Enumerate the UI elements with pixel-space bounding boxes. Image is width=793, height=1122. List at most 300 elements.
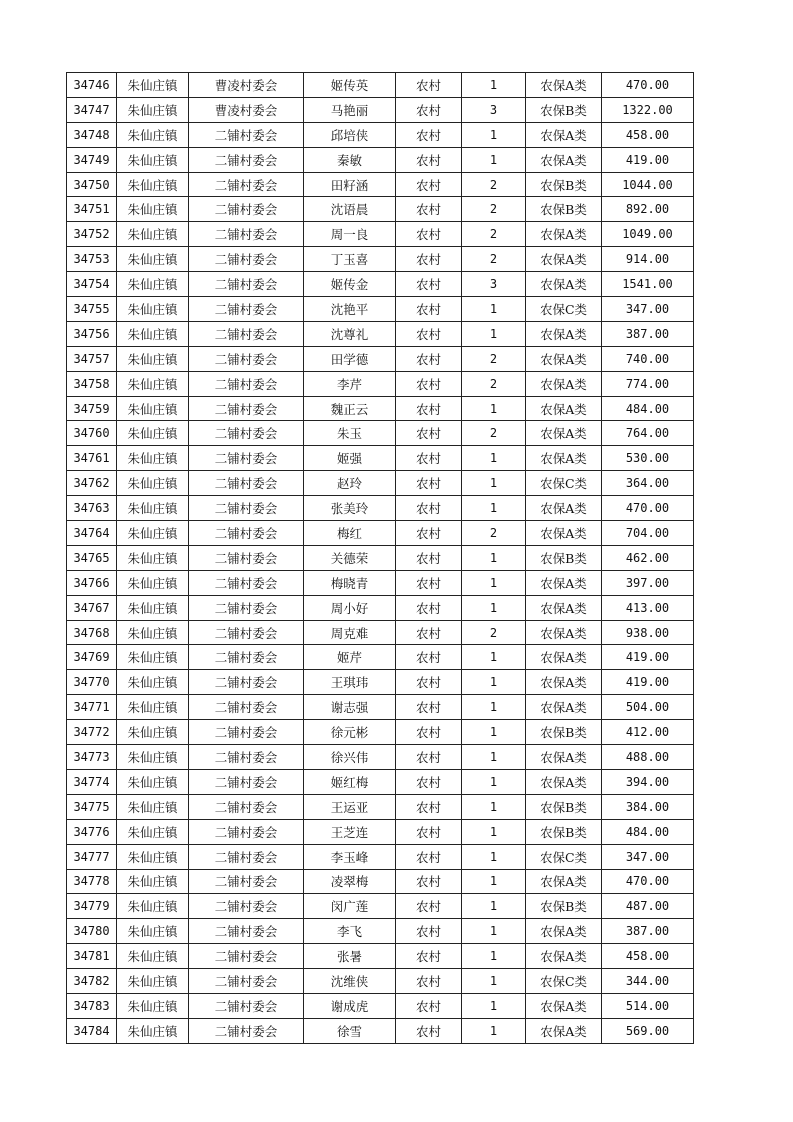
name-cell: 徐元彬 [304, 720, 396, 745]
count-cell: 1 [462, 720, 526, 745]
type-cell: 农村 [396, 321, 462, 346]
type-cell: 农村 [396, 720, 462, 745]
village-cell: 二铺村委会 [189, 247, 304, 272]
id-cell: 34755 [67, 297, 117, 322]
name-cell: 丁玉喜 [304, 247, 396, 272]
village-cell: 二铺村委会 [189, 346, 304, 371]
amount-cell: 1044.00 [602, 172, 694, 197]
id-cell: 34760 [67, 421, 117, 446]
category-cell: 农保C类 [526, 471, 602, 496]
id-cell: 34750 [67, 172, 117, 197]
table-row [67, 919, 694, 944]
id-cell: 34782 [67, 969, 117, 994]
count-cell: 2 [462, 620, 526, 645]
amount-cell: 774.00 [602, 371, 694, 396]
count-cell: 1 [462, 769, 526, 794]
town-cell: 朱仙庄镇 [117, 97, 189, 122]
town-cell: 朱仙庄镇 [117, 421, 189, 446]
type-cell: 农村 [396, 869, 462, 894]
id-cell: 34758 [67, 371, 117, 396]
type-cell: 农村 [396, 421, 462, 446]
type-cell: 农村 [396, 272, 462, 297]
table-row [67, 471, 694, 496]
count-cell: 1 [462, 595, 526, 620]
count-cell: 1 [462, 869, 526, 894]
name-cell: 梅晓青 [304, 570, 396, 595]
village-cell: 二铺村委会 [189, 272, 304, 297]
category-cell: 农保B类 [526, 819, 602, 844]
amount-cell: 387.00 [602, 919, 694, 944]
table-row [67, 894, 694, 919]
name-cell: 徐兴伟 [304, 745, 396, 770]
count-cell: 1 [462, 919, 526, 944]
count-cell: 1 [462, 1018, 526, 1043]
type-cell: 农村 [396, 496, 462, 521]
id-cell: 34781 [67, 944, 117, 969]
name-cell: 姬红梅 [304, 769, 396, 794]
town-cell: 朱仙庄镇 [117, 521, 189, 546]
town-cell: 朱仙庄镇 [117, 645, 189, 670]
town-cell: 朱仙庄镇 [117, 969, 189, 994]
category-cell: 农保C类 [526, 969, 602, 994]
id-cell: 34764 [67, 521, 117, 546]
village-cell: 二铺村委会 [189, 321, 304, 346]
data-table [66, 72, 694, 1044]
town-cell: 朱仙庄镇 [117, 894, 189, 919]
table-row [67, 272, 694, 297]
village-cell: 二铺村委会 [189, 496, 304, 521]
village-cell: 二铺村委会 [189, 147, 304, 172]
category-cell: 农保A类 [526, 570, 602, 595]
count-cell: 2 [462, 247, 526, 272]
id-cell: 34775 [67, 794, 117, 819]
count-cell: 1 [462, 969, 526, 994]
amount-cell: 740.00 [602, 346, 694, 371]
table-row [67, 197, 694, 222]
amount-cell: 938.00 [602, 620, 694, 645]
amount-cell: 892.00 [602, 197, 694, 222]
town-cell: 朱仙庄镇 [117, 172, 189, 197]
amount-cell: 484.00 [602, 396, 694, 421]
id-cell: 34757 [67, 346, 117, 371]
count-cell: 2 [462, 346, 526, 371]
id-cell: 34770 [67, 670, 117, 695]
amount-cell: 413.00 [602, 595, 694, 620]
amount-cell: 458.00 [602, 122, 694, 147]
id-cell: 34746 [67, 73, 117, 98]
type-cell: 农村 [396, 794, 462, 819]
table-row [67, 620, 694, 645]
table-row [67, 147, 694, 172]
name-cell: 张美玲 [304, 496, 396, 521]
category-cell: 农保A类 [526, 521, 602, 546]
id-cell: 34780 [67, 919, 117, 944]
name-cell: 王运亚 [304, 794, 396, 819]
town-cell: 朱仙庄镇 [117, 197, 189, 222]
id-cell: 34779 [67, 894, 117, 919]
id-cell: 34773 [67, 745, 117, 770]
town-cell: 朱仙庄镇 [117, 670, 189, 695]
name-cell: 谢志强 [304, 695, 396, 720]
id-cell: 34751 [67, 197, 117, 222]
count-cell: 2 [462, 371, 526, 396]
village-cell: 二铺村委会 [189, 545, 304, 570]
id-cell: 34769 [67, 645, 117, 670]
count-cell: 1 [462, 819, 526, 844]
village-cell: 二铺村委会 [189, 919, 304, 944]
type-cell: 农村 [396, 969, 462, 994]
table-row [67, 346, 694, 371]
village-cell: 二铺村委会 [189, 645, 304, 670]
village-cell: 二铺村委会 [189, 745, 304, 770]
id-cell: 34777 [67, 844, 117, 869]
village-cell: 二铺村委会 [189, 396, 304, 421]
type-cell: 农村 [396, 944, 462, 969]
type-cell: 农村 [396, 396, 462, 421]
table-row [67, 521, 694, 546]
village-cell: 曹凌村委会 [189, 73, 304, 98]
table-row [67, 1018, 694, 1043]
name-cell: 王芝连 [304, 819, 396, 844]
category-cell: 农保A类 [526, 869, 602, 894]
table-row [67, 122, 694, 147]
type-cell: 农村 [396, 197, 462, 222]
town-cell: 朱仙庄镇 [117, 147, 189, 172]
category-cell: 农保A类 [526, 421, 602, 446]
type-cell: 农村 [396, 819, 462, 844]
table-row [67, 73, 694, 98]
table-body [67, 73, 694, 1044]
table-row [67, 819, 694, 844]
table-row [67, 670, 694, 695]
name-cell: 徐雪 [304, 1018, 396, 1043]
town-cell: 朱仙庄镇 [117, 346, 189, 371]
name-cell: 马艳丽 [304, 97, 396, 122]
village-cell: 二铺村委会 [189, 371, 304, 396]
count-cell: 1 [462, 545, 526, 570]
name-cell: 李芹 [304, 371, 396, 396]
amount-cell: 384.00 [602, 794, 694, 819]
table-row [67, 794, 694, 819]
count-cell: 2 [462, 197, 526, 222]
village-cell: 二铺村委会 [189, 620, 304, 645]
amount-cell: 344.00 [602, 969, 694, 994]
amount-cell: 488.00 [602, 745, 694, 770]
amount-cell: 347.00 [602, 297, 694, 322]
category-cell: 农保A类 [526, 1018, 602, 1043]
village-cell: 曹凌村委会 [189, 97, 304, 122]
count-cell: 1 [462, 496, 526, 521]
count-cell: 1 [462, 944, 526, 969]
table-row [67, 172, 694, 197]
village-cell: 二铺村委会 [189, 969, 304, 994]
count-cell: 1 [462, 471, 526, 496]
town-cell: 朱仙庄镇 [117, 695, 189, 720]
amount-cell: 462.00 [602, 545, 694, 570]
village-cell: 二铺村委会 [189, 297, 304, 322]
category-cell: 农保A类 [526, 371, 602, 396]
name-cell: 田籽涵 [304, 172, 396, 197]
village-cell: 二铺村委会 [189, 794, 304, 819]
category-cell: 农保A类 [526, 595, 602, 620]
category-cell: 农保A类 [526, 73, 602, 98]
type-cell: 农村 [396, 97, 462, 122]
town-cell: 朱仙庄镇 [117, 720, 189, 745]
name-cell: 姬芹 [304, 645, 396, 670]
table-row [67, 421, 694, 446]
type-cell: 农村 [396, 620, 462, 645]
table-row [67, 496, 694, 521]
town-cell: 朱仙庄镇 [117, 595, 189, 620]
id-cell: 34754 [67, 272, 117, 297]
type-cell: 农村 [396, 297, 462, 322]
amount-cell: 569.00 [602, 1018, 694, 1043]
name-cell: 姬传英 [304, 73, 396, 98]
count-cell: 1 [462, 645, 526, 670]
town-cell: 朱仙庄镇 [117, 545, 189, 570]
village-cell: 二铺村委会 [189, 172, 304, 197]
category-cell: 农保A类 [526, 745, 602, 770]
name-cell: 赵玲 [304, 471, 396, 496]
table-row [67, 944, 694, 969]
table-row [67, 695, 694, 720]
category-cell: 农保B类 [526, 97, 602, 122]
name-cell: 关德荣 [304, 545, 396, 570]
count-cell: 1 [462, 446, 526, 471]
id-cell: 34774 [67, 769, 117, 794]
name-cell: 闵广莲 [304, 894, 396, 919]
town-cell: 朱仙庄镇 [117, 993, 189, 1018]
table-row [67, 396, 694, 421]
village-cell: 二铺村委会 [189, 521, 304, 546]
village-cell: 二铺村委会 [189, 1018, 304, 1043]
category-cell: 农保B类 [526, 172, 602, 197]
name-cell: 周小好 [304, 595, 396, 620]
name-cell: 梅红 [304, 521, 396, 546]
count-cell: 1 [462, 894, 526, 919]
type-cell: 农村 [396, 595, 462, 620]
type-cell: 农村 [396, 570, 462, 595]
category-cell: 农保A类 [526, 321, 602, 346]
type-cell: 农村 [396, 545, 462, 570]
amount-cell: 419.00 [602, 147, 694, 172]
category-cell: 农保A类 [526, 919, 602, 944]
id-cell: 34749 [67, 147, 117, 172]
town-cell: 朱仙庄镇 [117, 122, 189, 147]
name-cell: 姬传金 [304, 272, 396, 297]
village-cell: 二铺村委会 [189, 695, 304, 720]
count-cell: 2 [462, 421, 526, 446]
category-cell: 农保A类 [526, 346, 602, 371]
count-cell: 1 [462, 695, 526, 720]
id-cell: 34783 [67, 993, 117, 1018]
amount-cell: 1541.00 [602, 272, 694, 297]
type-cell: 农村 [396, 172, 462, 197]
name-cell: 秦敏 [304, 147, 396, 172]
type-cell: 农村 [396, 1018, 462, 1043]
id-cell: 34765 [67, 545, 117, 570]
town-cell: 朱仙庄镇 [117, 371, 189, 396]
category-cell: 农保B类 [526, 894, 602, 919]
count-cell: 1 [462, 321, 526, 346]
village-cell: 二铺村委会 [189, 844, 304, 869]
village-cell: 二铺村委会 [189, 769, 304, 794]
count-cell: 1 [462, 570, 526, 595]
town-cell: 朱仙庄镇 [117, 794, 189, 819]
id-cell: 34756 [67, 321, 117, 346]
town-cell: 朱仙庄镇 [117, 446, 189, 471]
category-cell: 农保B类 [526, 197, 602, 222]
name-cell: 周克难 [304, 620, 396, 645]
category-cell: 农保A类 [526, 496, 602, 521]
amount-cell: 484.00 [602, 819, 694, 844]
table-row [67, 595, 694, 620]
category-cell: 农保A类 [526, 645, 602, 670]
type-cell: 农村 [396, 147, 462, 172]
count-cell: 3 [462, 97, 526, 122]
id-cell: 34772 [67, 720, 117, 745]
town-cell: 朱仙庄镇 [117, 620, 189, 645]
count-cell: 1 [462, 794, 526, 819]
name-cell: 王琪玮 [304, 670, 396, 695]
village-cell: 二铺村委会 [189, 595, 304, 620]
amount-cell: 1322.00 [602, 97, 694, 122]
table-row [67, 545, 694, 570]
count-cell: 3 [462, 272, 526, 297]
amount-cell: 487.00 [602, 894, 694, 919]
amount-cell: 1049.00 [602, 222, 694, 247]
category-cell: 农保B类 [526, 545, 602, 570]
category-cell: 农保A类 [526, 147, 602, 172]
village-cell: 二铺村委会 [189, 720, 304, 745]
table-row [67, 321, 694, 346]
table-row [67, 720, 694, 745]
table-row [67, 247, 694, 272]
count-cell: 2 [462, 172, 526, 197]
town-cell: 朱仙庄镇 [117, 496, 189, 521]
table-row [67, 570, 694, 595]
id-cell: 34763 [67, 496, 117, 521]
amount-cell: 504.00 [602, 695, 694, 720]
category-cell: 农保A类 [526, 670, 602, 695]
table-row [67, 993, 694, 1018]
town-cell: 朱仙庄镇 [117, 819, 189, 844]
village-cell: 二铺村委会 [189, 894, 304, 919]
town-cell: 朱仙庄镇 [117, 471, 189, 496]
name-cell: 沈语晨 [304, 197, 396, 222]
id-cell: 34753 [67, 247, 117, 272]
table-row [67, 844, 694, 869]
table-row [67, 222, 694, 247]
count-cell: 1 [462, 993, 526, 1018]
village-cell: 二铺村委会 [189, 570, 304, 595]
table-row [67, 969, 694, 994]
table-row [67, 769, 694, 794]
name-cell: 周一良 [304, 222, 396, 247]
town-cell: 朱仙庄镇 [117, 396, 189, 421]
id-cell: 34784 [67, 1018, 117, 1043]
town-cell: 朱仙庄镇 [117, 222, 189, 247]
amount-cell: 458.00 [602, 944, 694, 969]
type-cell: 农村 [396, 695, 462, 720]
name-cell: 沈艳平 [304, 297, 396, 322]
table-row [67, 297, 694, 322]
category-cell: 农保C类 [526, 844, 602, 869]
type-cell: 农村 [396, 122, 462, 147]
count-cell: 2 [462, 521, 526, 546]
type-cell: 农村 [396, 894, 462, 919]
amount-cell: 470.00 [602, 73, 694, 98]
town-cell: 朱仙庄镇 [117, 297, 189, 322]
village-cell: 二铺村委会 [189, 869, 304, 894]
id-cell: 34752 [67, 222, 117, 247]
town-cell: 朱仙庄镇 [117, 869, 189, 894]
category-cell: 农保B类 [526, 720, 602, 745]
category-cell: 农保A类 [526, 396, 602, 421]
table-row [67, 869, 694, 894]
village-cell: 二铺村委会 [189, 222, 304, 247]
name-cell: 凌翠梅 [304, 869, 396, 894]
village-cell: 二铺村委会 [189, 993, 304, 1018]
id-cell: 34767 [67, 595, 117, 620]
town-cell: 朱仙庄镇 [117, 247, 189, 272]
category-cell: 农保A类 [526, 222, 602, 247]
amount-cell: 470.00 [602, 869, 694, 894]
table-row [67, 645, 694, 670]
type-cell: 农村 [396, 919, 462, 944]
id-cell: 34759 [67, 396, 117, 421]
name-cell: 张暑 [304, 944, 396, 969]
name-cell: 魏正云 [304, 396, 396, 421]
category-cell: 农保A类 [526, 993, 602, 1018]
town-cell: 朱仙庄镇 [117, 321, 189, 346]
id-cell: 34748 [67, 122, 117, 147]
id-cell: 34762 [67, 471, 117, 496]
name-cell: 田学德 [304, 346, 396, 371]
category-cell: 农保A类 [526, 620, 602, 645]
town-cell: 朱仙庄镇 [117, 1018, 189, 1043]
town-cell: 朱仙庄镇 [117, 944, 189, 969]
village-cell: 二铺村委会 [189, 446, 304, 471]
amount-cell: 530.00 [602, 446, 694, 471]
type-cell: 农村 [396, 73, 462, 98]
category-cell: 农保A类 [526, 769, 602, 794]
name-cell: 朱玉 [304, 421, 396, 446]
type-cell: 农村 [396, 346, 462, 371]
category-cell: 农保A类 [526, 695, 602, 720]
village-cell: 二铺村委会 [189, 197, 304, 222]
type-cell: 农村 [396, 247, 462, 272]
count-cell: 1 [462, 297, 526, 322]
name-cell: 李玉峰 [304, 844, 396, 869]
type-cell: 农村 [396, 645, 462, 670]
type-cell: 农村 [396, 769, 462, 794]
amount-cell: 419.00 [602, 645, 694, 670]
category-cell: 农保C类 [526, 297, 602, 322]
town-cell: 朱仙庄镇 [117, 769, 189, 794]
type-cell: 农村 [396, 670, 462, 695]
type-cell: 农村 [396, 844, 462, 869]
village-cell: 二铺村委会 [189, 471, 304, 496]
count-cell: 1 [462, 122, 526, 147]
type-cell: 农村 [396, 371, 462, 396]
category-cell: 农保A类 [526, 272, 602, 297]
type-cell: 农村 [396, 222, 462, 247]
amount-cell: 514.00 [602, 993, 694, 1018]
id-cell: 34771 [67, 695, 117, 720]
category-cell: 农保A类 [526, 446, 602, 471]
category-cell: 农保A类 [526, 122, 602, 147]
